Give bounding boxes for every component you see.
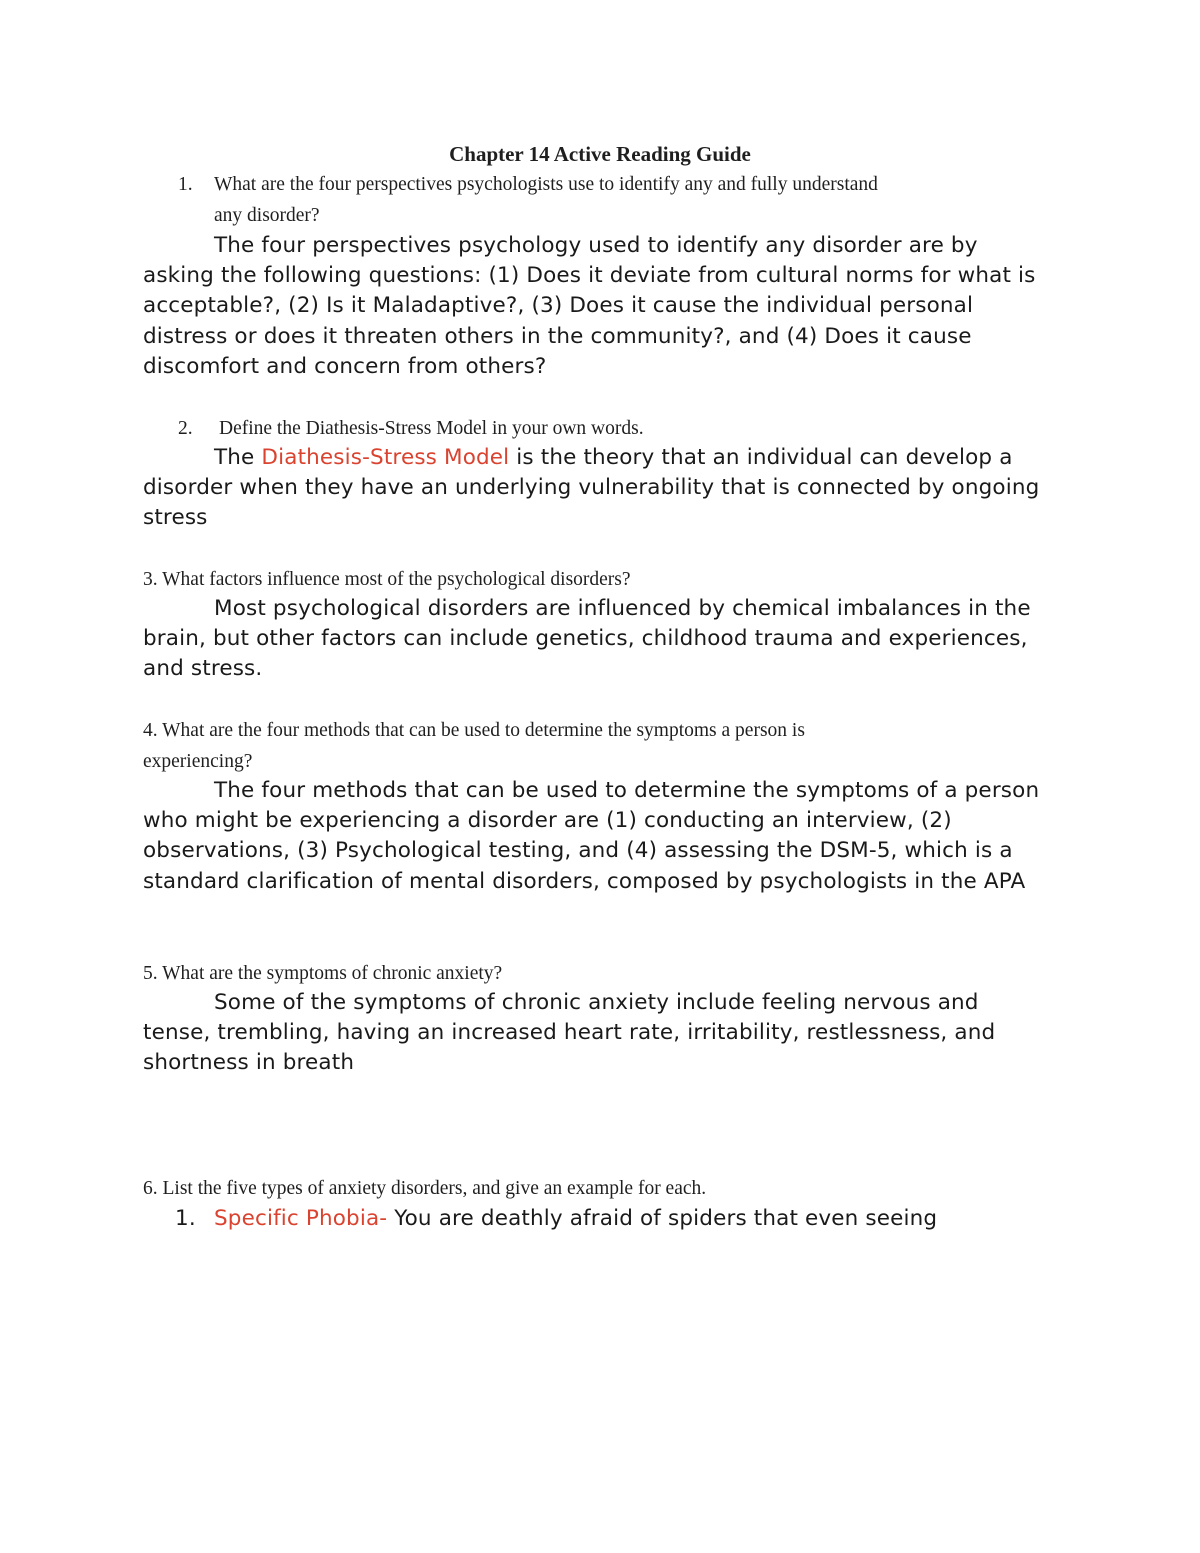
question-4-text-line2: experiencing? <box>143 751 253 772</box>
specific-phobia-term: Specific Phobia- <box>214 1206 388 1231</box>
question-1-number: 1. <box>178 174 193 195</box>
answer-3: Most psychological disorders are influenced by chemical imbalances in the brain, but other factors can include genetics, childhood trauma and experiences, and stress. <box>143 596 1031 682</box>
question-2-text: Define the Diathesis-Stress Model in your own words. <box>219 418 644 439</box>
question-1-text-line2: any disorder? <box>214 205 320 226</box>
question-1-text-line1: What are the four perspectives psychologists use to identify any and fully understand <box>214 174 878 195</box>
question-6-text: 6. List the five types of anxiety disorders, and give an example for each. <box>143 1178 707 1199</box>
question-4-text-line1: 4. What are the four methods that can be used to determine the symptoms a person is <box>143 720 805 741</box>
question-2-number: 2. <box>178 418 193 439</box>
answer-5: Some of the symptoms of chronic anxiety include feeling nervous and tense, trembling, having an increased heart rate, irritability, restlessness, and shortness in breath <box>143 990 996 1076</box>
list-item-1 <box>214 1204 937 1234</box>
answer-2-post: is the theory that an individual can develop a disorder when they have an underlying vulnerability that is connected by ongoing stress <box>143 445 1040 531</box>
list-item-1-text: You are deathly afraid of spiders that even seeing <box>387 1206 938 1231</box>
question-5-text: 5. What are the symptoms of chronic anxiety? <box>143 963 503 984</box>
question-3-text: 3. What factors influence most of the psychological disorders? <box>143 569 631 590</box>
diathesis-stress-term: Diathesis-Stress Model <box>261 445 510 470</box>
answer-4: The four methods that can be used to determine the symptoms of a person who might be experiencing a disorder are (1) conducting an interview, (2) observations, (3) Psychological testing, and (4) assessing the DSM-5, which is a standard clarification of mental disorders, composed by psychologists in the APA <box>143 778 1040 894</box>
answer-2-pre: The <box>214 445 262 470</box>
answer-1: The four perspectives psychology used to identify any disorder are by asking the following questions: (1) Does it deviate from cultural norms for what is acceptable?, (2) Is it Maladaptive?, (3) Does it cause the individual personal distress or does it threaten others in the community?, and (4) Does it cause discomfort and concern from others? <box>143 233 1036 379</box>
answer-2 <box>143 443 1043 534</box>
list-item-1-number: 1. <box>175 1206 196 1231</box>
page-title: Chapter 14 Active Reading Guide <box>449 142 751 166</box>
